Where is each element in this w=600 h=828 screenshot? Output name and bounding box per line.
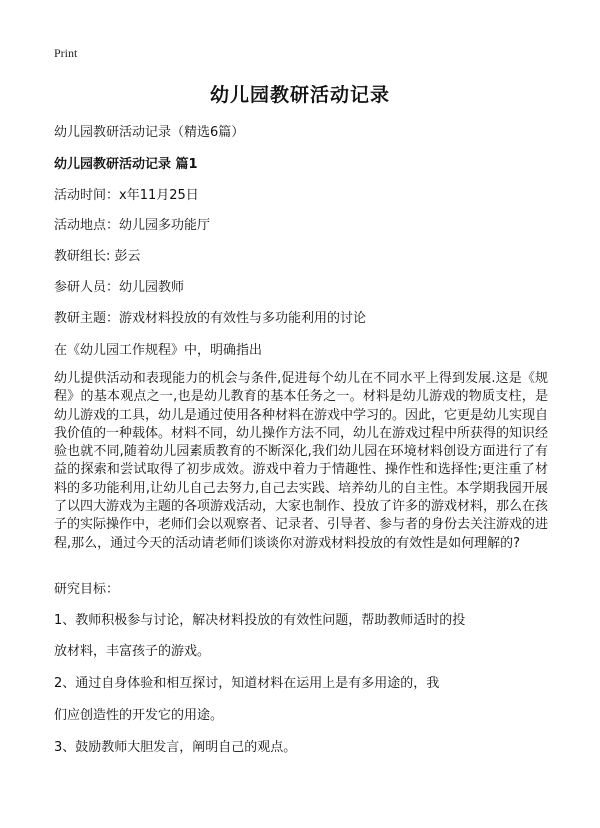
goal-1-line-2: 放材料，丰富孩子的游戏。 xyxy=(54,644,211,659)
intro-line: 在《幼儿园工作规程》中，明确指出 xyxy=(54,343,263,358)
goal-2-line-1: 2、通过自身体验和相互探讨，知道材料在运用上是有多用途的，我 xyxy=(54,676,440,691)
print-link[interactable]: Print xyxy=(54,46,78,60)
goals-label: 研究目标： xyxy=(54,582,120,597)
activity-location: 活动地点：幼儿园多功能厅 xyxy=(54,218,211,233)
subtitle: 幼儿园教研活动记录（精选6篇） xyxy=(54,125,245,140)
research-theme: 教研主题：游戏材料投放的有效性与多功能利用的讨论 xyxy=(54,311,367,326)
activity-time: 活动时间：x年11月25日 xyxy=(54,188,199,203)
goal-2-line-2: 们应创造性的开发它的用途。 xyxy=(54,708,224,723)
goal-1-line-1: 1、教师积极参与讨论，解决材料投放的有效性问题，帮助教师适时的投 xyxy=(54,613,466,628)
goal-3: 3、鼓励教师大胆发言，阐明自己的观点。 xyxy=(54,740,297,755)
page-title: 幼儿园教研活动记录 xyxy=(209,84,390,106)
research-leader: 教研组长: 彭云 xyxy=(54,249,141,264)
participants: 参研人员：幼儿园教师 xyxy=(54,280,185,295)
section-heading: 幼儿园教研活动记录 篇1 xyxy=(54,157,198,172)
body-paragraph: 幼儿提供活动和表现能力的机会与条件,促进每个幼儿在不同水平上得到发展.这是《规程》的基本观点之一,也是幼儿教育的基本任务之一。材料是幼儿游戏的物质支柱，是幼儿游戏的工具，幼儿是通过使用各种材料在游戏中学习的。因此，它更是幼儿实现自我价值的一种载体。材料不同，幼儿操作方法不同，幼儿在游戏过程中所获得的知识经验也就不同,随着幼儿园素质教育的不断深化,我们幼儿园在环境材料创设方面进行了有益的探索和尝试取得了初步成效。游戏中着力于情趣性、操作性和选择性;更注重了材料的多功能利用,让幼儿自己去努力,自己去实践、培养幼儿的自主性。本学期我园开展了以四大游戏为主题的各项游戏活动，大家也制作、投放了许多的游戏材料，那么在孩子的实际操作中，老师们会以观察者、记录者、引导者、参与者的身份去关注游戏的进程,那么，通过今天的活动请老师们谈谈你对游戏材料投放的有效性是如何理解的? xyxy=(54,371,549,551)
